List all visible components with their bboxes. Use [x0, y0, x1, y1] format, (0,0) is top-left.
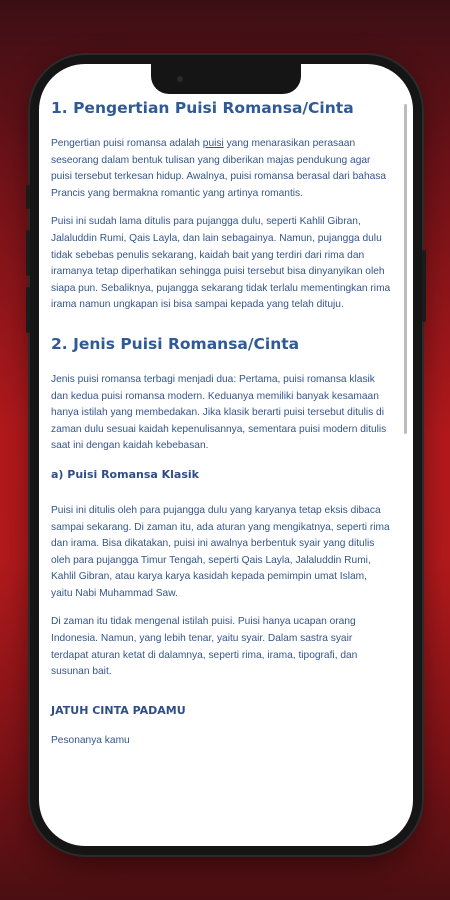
notch — [151, 64, 301, 94]
paragraph-klasik: Puisi ini ditulis oleh para pujangga dulu yang karyanya tetap eksis dibaca sampai sekarang. Di zaman itu, ada aturan yang mengikatnya, seperti rima dan irama. Bisa dikatakan, puisi ini awalnya berbentuk syair yang ditulis oleh para pujangga Timur Tengah, seperti Qais Layla, Jalaluddin Rumi, Kahlil Gibran, atau karya karya kasidah kepada pemimpin umat Islam, yaitu Nabi Muhammad Saw. — [51, 504, 390, 599]
poem-title: JATUH CINTA PADAMU — [51, 703, 186, 717]
phone-volume-up-button — [26, 230, 30, 276]
paragraph-definition-post: yang menarasikan perasaan seseorang dalam bentuk tulisan yang diberikan majas pendukung agar puisi tersebut terkesan hidup. Awalnya, puisi romansa berasal dari bahasa Prancis yang bermakna romantic yang artinya romantis. — [51, 138, 387, 199]
poem-line: Pesonanya kamu — [51, 734, 130, 746]
phone-frame — [30, 55, 422, 855]
scrollbar[interactable] — [404, 104, 407, 434]
paragraph-syair: Di zaman itu tidak mengenal istilah puisi. Puisi hanya ucapan orang Indonesia. Namun, yang lebih tenar, yaitu syair. Dalam sastra syair terdapat aturan ketat di dalamnya, seperti rima, irama, tipografi, dan susunan bait. — [51, 616, 358, 678]
paragraph-types: Jenis puisi romansa terbagi menjadi dua: Pertama, puisi romansa klasik dan kedua puisi romansa modern. Keduanya memiliki banyak kesamaan hanya istilah yang membedakan. Jika klasik berarti puisi tersebut ditulis di zaman dulu sesuai kaidah kepenulisannya, sementara puisi modern ditulis saat ini dengan kaidah kebebasan. — [51, 373, 387, 452]
phone-power-button — [422, 250, 426, 322]
heading-pengertian: 1. Pengertian Puisi Romansa/Cinta — [51, 99, 354, 117]
article-content — [51, 98, 391, 761]
paragraph-definition-pre: Pengertian puisi romansa adalah — [51, 138, 203, 149]
phone-volume-down-button — [26, 287, 30, 333]
heading-jenis: 2. Jenis Puisi Romansa/Cinta — [51, 334, 300, 353]
front-camera-icon — [177, 76, 183, 82]
paragraph-definition — [51, 136, 391, 202]
puisi-link[interactable]: puisi — [202, 138, 224, 149]
heading-klasik: a) Puisi Romansa Klasik — [51, 467, 199, 481]
paragraph-history: Puisi ini sudah lama ditulis para pujangga dulu, seperti Kahlil Gibran, Jalaluddin Rumi, Qais Layla, dan lain sebagainya. Namun, pujangga dulu tidak sebebas penulis sekarang, kaidah bait yang terdiri dari rima dan iramanya tetap diperhatikan sehingga puisi tersebut bisa dinyanyikan oleh siapa pun. Sebaliknya, pujangga sekarang tidak terlalu mementingkan rima irama namun ungkapan isi bisa sampai kepada yang telah dituju. — [51, 216, 391, 311]
phone-screen — [39, 64, 413, 846]
phone-side-button — [26, 185, 30, 209]
